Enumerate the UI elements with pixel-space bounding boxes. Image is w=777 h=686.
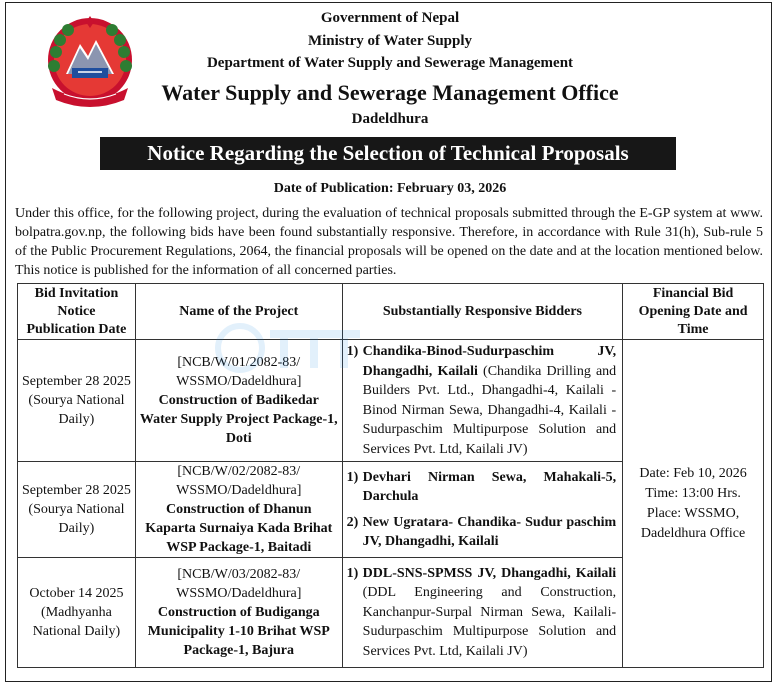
publication-date: Date of Publication: February 03, 2026 xyxy=(273,181,507,196)
row-publication-date: September 28 2025 (Sourya National Daily) xyxy=(18,462,136,558)
project-name: Construction of Badikedar Water Supply Project Package-1, Doti xyxy=(139,393,338,446)
opening-date: Date: Feb 10, 2026 xyxy=(639,465,747,481)
office-location: Dadeldhura xyxy=(351,111,429,127)
bidder-number: 1) xyxy=(346,565,359,581)
intro-paragraph: Under this office, for the following project, during the evaluation of technical proposals submitted through the E-GP system at www. bolpatra.gov.np, the following bids have been found substantially responsive. Therefore, in accordance with Rule 31(h), Sub-rule 5 of the Public Procurement Regulations, 2064, the financial proposals will be opened on the date and at the location mentioned below. This notice is published for the information of all concerned parties. xyxy=(15,206,763,278)
bidder-name: Chandika-Binod-Sudurpaschim JV, Dhangadhi, Kailali xyxy=(362,344,617,379)
bidder-item xyxy=(347,342,617,459)
department-line: Department of Water Supply and Sewerage Management xyxy=(206,55,574,71)
bidder-number: 1) xyxy=(346,469,359,485)
bidder-number: 1) xyxy=(346,344,359,359)
bidder-details: (DDL Engineering and Construction, Kanchanpur-Surpal Nirman Sewa, Kailali-Sudurpaschim Multipurpose Solution and Services Pvt. Ltd, Kailali JV) xyxy=(362,585,617,659)
bidder-name: New Ugratara- Chandika- Sudur paschim JV, Dhangadhi, Kailali xyxy=(362,514,617,549)
header-publication-date: Bid Invitation Notice Publication Date xyxy=(18,284,136,340)
bidder-item xyxy=(347,513,617,552)
project-code: [NCB/W/03/2082-83/ WSSMO/Dadeldhura] xyxy=(176,567,302,601)
project-code: [NCB/W/02/2082-83/ WSSMO/Dadeldhura] xyxy=(176,464,302,498)
table-header-row xyxy=(18,284,764,340)
row-project xyxy=(135,340,342,462)
row-publication-date: October 14 2025 (Madhyanha National Daily) xyxy=(18,558,136,668)
row-bidders xyxy=(342,462,623,558)
bidder-item xyxy=(347,564,617,662)
opening-place: Place: WSSMO, Dadeldhura Office xyxy=(640,505,746,541)
government-line: Government of Nepal xyxy=(320,10,460,26)
project-name: Construction of Budiganga Municipality 1-10 Brihat WSP Package-1, Bajura xyxy=(147,605,330,658)
bids-table xyxy=(17,283,764,668)
office-name: Water Supply and Sewerage Management Office xyxy=(161,80,619,105)
bidder-name: DDL-SNS-SPMSS JV, Dhangadhi, Kailali xyxy=(362,565,617,581)
bidder-item xyxy=(347,468,617,507)
opening-time: Time: 13:00 Hrs. xyxy=(645,485,741,501)
notice-title: Notice Regarding the Selection of Technical Proposals xyxy=(100,137,676,170)
row-publication-date: September 28 2025 (Sourya National Daily) xyxy=(18,340,136,462)
row-bidders xyxy=(342,558,623,668)
opening-details xyxy=(623,340,764,668)
project-code: [NCB/W/01/2082-83/ WSSMO/Dadeldhura] xyxy=(176,355,302,389)
row-project xyxy=(135,462,342,558)
project-name: Construction of Dhanun Kaparta Surnaiya Kada Brihat WSP Package-1, Baitadi xyxy=(145,502,333,555)
bidder-details: (Chandika Drilling and Builders Pvt. Ltd., Dhangadhi-4, Kailali - Binod Nirman Sewa, Dhangadhi-4, Kailali - Sudurpaschim Multipurpose Solution and Services Pvt. Ltd, Kailali JV) xyxy=(362,363,617,457)
ministry-line: Ministry of Water Supply xyxy=(307,33,473,49)
header-opening-date: Financial Bid Opening Date and Time xyxy=(623,284,764,340)
table-row xyxy=(18,340,764,462)
header-bidders: Substantially Responsive Bidders xyxy=(342,284,623,340)
row-project xyxy=(135,558,342,668)
header-project-name: Name of the Project xyxy=(135,284,342,340)
bidder-number: 2) xyxy=(346,514,359,530)
row-bidders xyxy=(342,340,623,462)
nepal-emblem-icon xyxy=(38,14,142,110)
bidder-name: Devhari Nirman Sewa, Mahakali-5, Darchula xyxy=(362,469,617,504)
